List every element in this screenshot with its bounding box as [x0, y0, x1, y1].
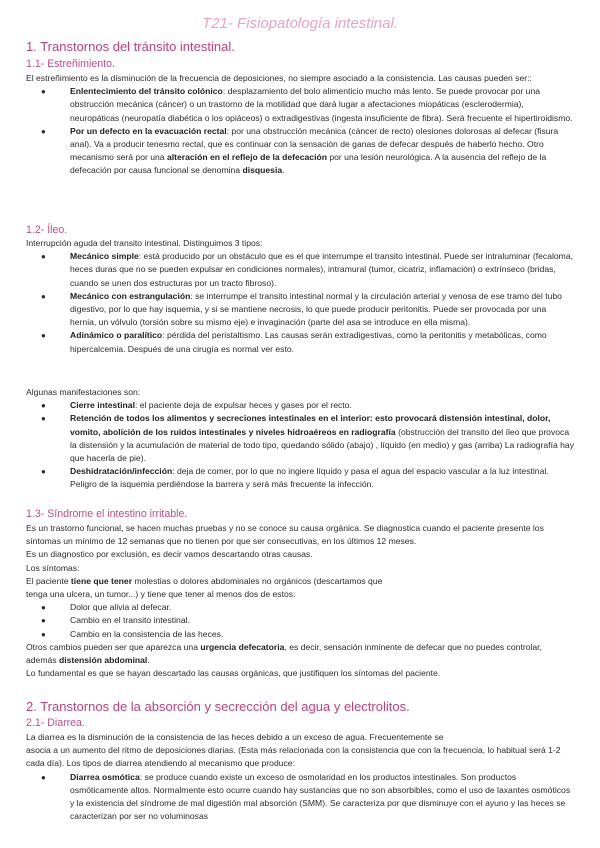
bold-term: Deshidratación/infección	[70, 466, 173, 477]
list-item	[26, 771, 574, 824]
section-1-1-heading: 1.1- Estreñimiento.	[26, 58, 115, 70]
list-text: (obstrucción del transito del íleo que provoca la distensión y la acumulación de material de todo tipo, quedando sólido (abajo) , líquido (en medio) y gas (arriba) La radiografía hay que hacerla de pie).	[70, 426, 574, 464]
paragraph: Lo fundamental es que se hayan descartado las causas orgánicas, que justifiquen los síntomas del paciente.	[26, 668, 441, 679]
bold-term: Mecánico con estrangulación	[70, 290, 191, 301]
document-title: T21- Fisiopatología intestinal.	[202, 15, 398, 32]
section-2-heading: 2. Transtornos de la absorción y secrección del agua y electrolitos.	[26, 699, 410, 714]
paragraph: Es un diagnostico por exclusión, es decir vamos descartando otras causas.	[26, 549, 313, 560]
bullet-icon: ●	[41, 126, 46, 136]
bullet-icon: ●	[41, 616, 46, 626]
section-1-1-body	[26, 72, 574, 178]
bullet-icon: ●	[41, 629, 46, 639]
bullet-icon: ●	[41, 252, 46, 262]
section-1-2-heading: 1.2- Íleo.	[26, 224, 68, 236]
list-text: Dolor que alivia al defecar.	[70, 602, 172, 613]
paragraph-text: Otros cambios pueden ser que aparezca una	[26, 641, 201, 652]
manifestations-body	[26, 386, 574, 492]
bold-term: urgencia defecatoria	[200, 641, 285, 652]
list-item	[26, 399, 574, 412]
paragraph	[26, 575, 574, 588]
section-1-3-heading: 1.3- Síndrome el intestino irritable.	[26, 508, 188, 520]
list-text: : está producido por un obstáculo que es el que interrumpe el transito intestinal. Puede ser intraluminar (fecaloma, heces duras que no se pueden expulsar en condiciones normales), intramural (tumor, cicatriz, inflamación) o extrínseco (bridas, cuando se unen dos estructuras por un tracto fibroso).	[70, 251, 574, 288]
section-2-1-heading: 2.1- Diarrea.	[26, 717, 85, 729]
bold-term: Adinámico o paralítico	[70, 330, 163, 341]
bullet-icon: ●	[41, 414, 46, 424]
list-item	[26, 412, 574, 465]
section-1-2-body	[26, 237, 574, 356]
paragraph: tenga una ulcera, un tumor...) y tiene que tener al menos dos de estos:	[26, 589, 296, 600]
bullet-icon: ●	[41, 603, 46, 613]
bold-term: Enlentecimiento del tránsito colónico	[70, 86, 223, 97]
paragraph-text: , es decir, sensación inminente de defecar que no puedes controlar, además	[26, 641, 542, 666]
paragraph-text: .	[147, 655, 150, 666]
bold-term: tiene que tener	[70, 575, 133, 586]
bullet-icon: ●	[41, 772, 46, 782]
paragraph: Los síntomas:	[26, 562, 80, 573]
section-1-3-body	[26, 522, 574, 680]
list-text: : desplazamiento del bolo alimenticio mucho más lento. Se puede provocar por una obstrucción mecánica (cáncer) o un trastorno de la motilidad que dará lugar a afectaciones miopáticas (esclerodermia), neuropáticas (neuropatía diabética o los opiáceos) o extradigestivas (ingesta insuficiente de fibra). Será frecuente el hipertiroidismo.	[70, 86, 573, 123]
paragraph-text: molestias o dolores abdominales no orgánicos (descartamos que	[132, 575, 383, 586]
list-item	[26, 85, 574, 125]
paragraph: Es un trastorno funcional, se hacen muchas pruebas y no se conoce su causa orgánica. Se diagnostica cuando el paciente presente los síntomas un mínimo de 12 semanas que no tienen por que ser consecutivas, en los últimos 12 meses.	[26, 523, 544, 547]
paragraph: El estreñimiento es la disminución de la frecuencia de deposiciones, no siempre asociado a la consistencia. Las causas pueden ser::	[26, 73, 532, 83]
bold-term: distensión abdominal	[58, 655, 148, 666]
bold-term: disquesia	[242, 165, 283, 176]
bullet-icon: ●	[41, 291, 46, 301]
list-item	[26, 628, 574, 641]
bold-term: Cierre intestinal	[70, 400, 135, 411]
paragraph-text: El paciente	[26, 575, 71, 586]
paragraph	[26, 641, 574, 667]
list-text: .	[282, 165, 285, 176]
list-item	[26, 329, 574, 355]
paragraph: asocia a un aumento del ritmo de deposiciones diarias. (Esta más relacionada con la consistencia que con la frecuencia, lo habitual será 1-2 cada día). Los tipos de diarrea atendiendo al mecanismo que produce:	[26, 745, 561, 769]
bullet-icon: ●	[41, 467, 46, 477]
list-text: : deja de comer, por lo que no ingiere líquido y pasa el agua del espacio vascular a la luz intestinal. Peligro de la isquemia perdiéndose la barrera y será más frecuente la infección.	[70, 466, 549, 490]
section-2-1-body	[26, 731, 574, 823]
list-item	[26, 125, 574, 178]
list-text: Cambio en el transito intestinal.	[70, 615, 190, 626]
bullet-icon: ●	[41, 87, 46, 97]
list-text: : el paciente deja de expulsar heces y gases por el recto.	[134, 400, 352, 411]
paragraph: Algunas manifestaciones son:	[26, 387, 141, 397]
list-text: : se interrumpe el transito intestinal normal y la circulación arterial y venosa de ese tramo del tubo digestivo, por lo que hay isquemia, y si se mantiene necrosis, lo que puede producir peritonitis. Puede ser provocada por una hernia, un vólvulo (torsión sobre su mismo eje) e invaginación (parte del asa se introduce en ella misma).	[70, 290, 562, 328]
list-item	[26, 250, 574, 290]
list-text: Cambio en la consistencia de las heces.	[70, 628, 224, 639]
bold-term: Mecánico simple	[70, 251, 139, 262]
list-text: : pérdida del peristaltismo. Las causas serán extradigestivas, como la peritonitis y metabólicas, como hipercalcemia. Después de una cirugía es normal ver esto.	[70, 330, 547, 354]
paragraph: La diarrea es la disminución de la consistencia de las heces debido a un exceso de agua. Frecuentemente se	[26, 732, 444, 742]
bold-term: alteración en el reflejo de la defecación	[166, 152, 327, 163]
list-text: por una lesión neurológica. A la ausencia del reflejo de la defecación por causa funcional se denomina	[70, 152, 547, 176]
paragraph: Interrupción aguda del transito intestinal. Distinguimos 3 tipos:	[26, 238, 263, 248]
bullet-icon: ●	[41, 331, 46, 341]
list-text: : se produce cuando existe un exceso de osmolaridad en los productos intestinales. Son productos osmóticamente altos. Normalmente esto ocurre cuando hay sustancias que no son absorbibles, como el uso de laxantes osmóticos y la existencia del síndrome de mal digestión mal absorción (SMM). Se caracteriza por que disminuye con el ayuno y las heces se caracterizan por ser no voluminosas	[70, 771, 571, 822]
bold-term: Diarrea osmótica	[70, 771, 140, 782]
bold-term: Retención de todos los alimentos y secreciones intestinales en el interior: esto provocará distensión intestinal, dolor, vomito, abolición de los ruidos intestinales y niveles hidroaéreos en radiografía	[70, 413, 551, 437]
list-item	[26, 614, 574, 627]
list-item	[26, 290, 574, 330]
bullet-icon: ●	[41, 401, 46, 411]
list-text: : por una obstrucción mecánica (cáncer de recto) olesiones dolorosas al defecar (fisura anal). Va a producir tenesmo rectal, que es continuar con la sensación de ganas de defecar después de haberlo hecho. Otro mecanismo será por una	[70, 125, 559, 163]
bold-term: Por un defecto en la evacuación rectal	[70, 125, 227, 136]
section-1-heading: 1. Transtornos del tránsito intestinal.	[26, 39, 235, 54]
list-item	[26, 601, 574, 614]
list-item	[26, 465, 574, 491]
